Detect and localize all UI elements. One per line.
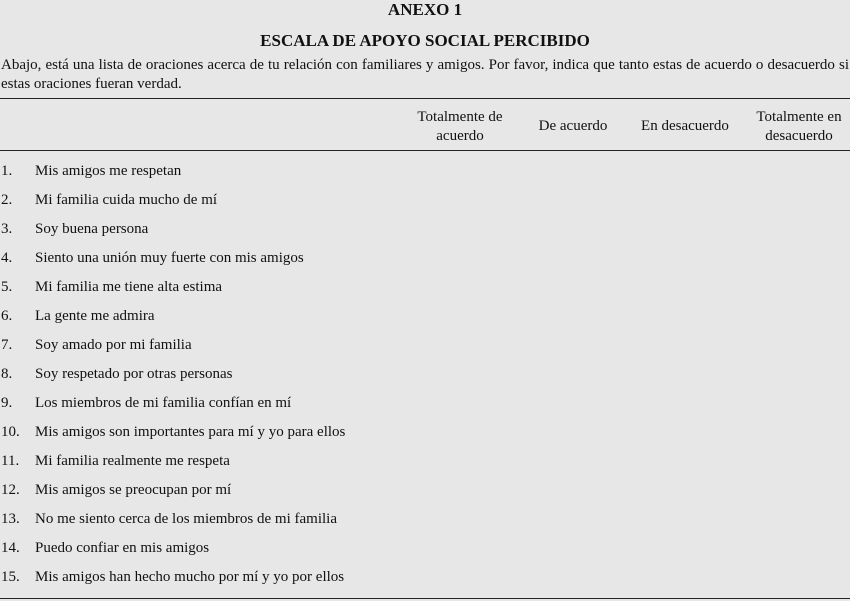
statement-number: 3.: [1, 221, 13, 237]
annex-title: ANEXO 1: [387, 0, 463, 19]
table-header-rule: [0, 150, 850, 151]
statement-number: 1.: [1, 163, 13, 179]
statement-number: 15.: [1, 569, 20, 585]
statement-text: Mis amigos son importantes para mí y yo para ellos: [35, 424, 346, 440]
statement-row: [0, 476, 850, 505]
statement-row: [0, 186, 850, 215]
statement-text: Puedo confiar en mis amigos: [35, 540, 210, 556]
statement-row: [0, 244, 850, 273]
statement-number: 8.: [1, 366, 13, 382]
statement-row: [0, 215, 850, 244]
instructions-paragraph: Abajo, está una lista de oraciones acerca de tu relación con familiares y amigos. Por favor, indica que tanto estas de acuerdo o desacuerdo si estas oraciones fueran verdad.: [1, 57, 849, 92]
statement-number: 12.: [1, 482, 20, 498]
statement-row: [0, 157, 850, 186]
statement-number: 6.: [1, 308, 13, 324]
statement-number: 13.: [1, 511, 20, 527]
statement-text: Mis amigos han hecho mucho por mí y yo por ellos: [35, 569, 345, 585]
statement-text: Mis amigos se preocupan por mí: [35, 482, 232, 498]
column-header-totally-agree: Totalmente de acuerdo: [417, 109, 503, 144]
statement-row: [0, 273, 850, 302]
statement-row: [0, 447, 850, 476]
table-top-rule: [0, 98, 850, 99]
statement-text: Mis amigos me respetan: [35, 163, 182, 179]
statement-text: Soy respetado por otras personas: [35, 366, 233, 382]
statement-text: La gente me admira: [35, 308, 155, 324]
statement-row: [0, 534, 850, 563]
statement-row: [0, 389, 850, 418]
statement-row: [0, 418, 850, 447]
statement-number: 9.: [1, 395, 13, 411]
statement-text: Mi familia realmente me respeta: [35, 453, 230, 469]
column-header-totally-disagree: Totalmente en desacuerdo: [756, 109, 842, 144]
statement-number: 5.: [1, 279, 13, 295]
statement-row: [0, 331, 850, 360]
statement-number: 11.: [1, 453, 20, 469]
statement-list: [0, 157, 850, 592]
column-header-agree: De acuerdo: [538, 118, 608, 134]
statement-text: Los miembros de mi familia confían en mí: [35, 395, 292, 411]
statement-number: 7.: [1, 337, 13, 353]
column-header-disagree: En desacuerdo: [641, 118, 729, 134]
statement-number: 10.: [1, 424, 20, 440]
statement-row: [0, 360, 850, 389]
statement-row: [0, 302, 850, 331]
statement-row: [0, 505, 850, 534]
statement-row: [0, 563, 850, 592]
statement-text: Siento una unión muy fuerte con mis amigos: [35, 250, 304, 266]
statement-number: 4.: [1, 250, 13, 266]
statement-number: 14.: [1, 540, 20, 556]
table-bottom-rule: [0, 598, 850, 599]
statement-text: No me siento cerca de los miembros de mi familia: [35, 511, 337, 527]
scale-title: ESCALA DE APOYO SOCIAL PERCIBIDO: [260, 31, 590, 50]
statement-text: Soy buena persona: [35, 221, 149, 237]
statement-number: 2.: [1, 192, 13, 208]
statement-text: Soy amado por mi familia: [35, 337, 192, 353]
statement-text: Mi familia cuida mucho de mí: [35, 192, 218, 208]
statement-text: Mi familia me tiene alta estima: [35, 279, 223, 295]
